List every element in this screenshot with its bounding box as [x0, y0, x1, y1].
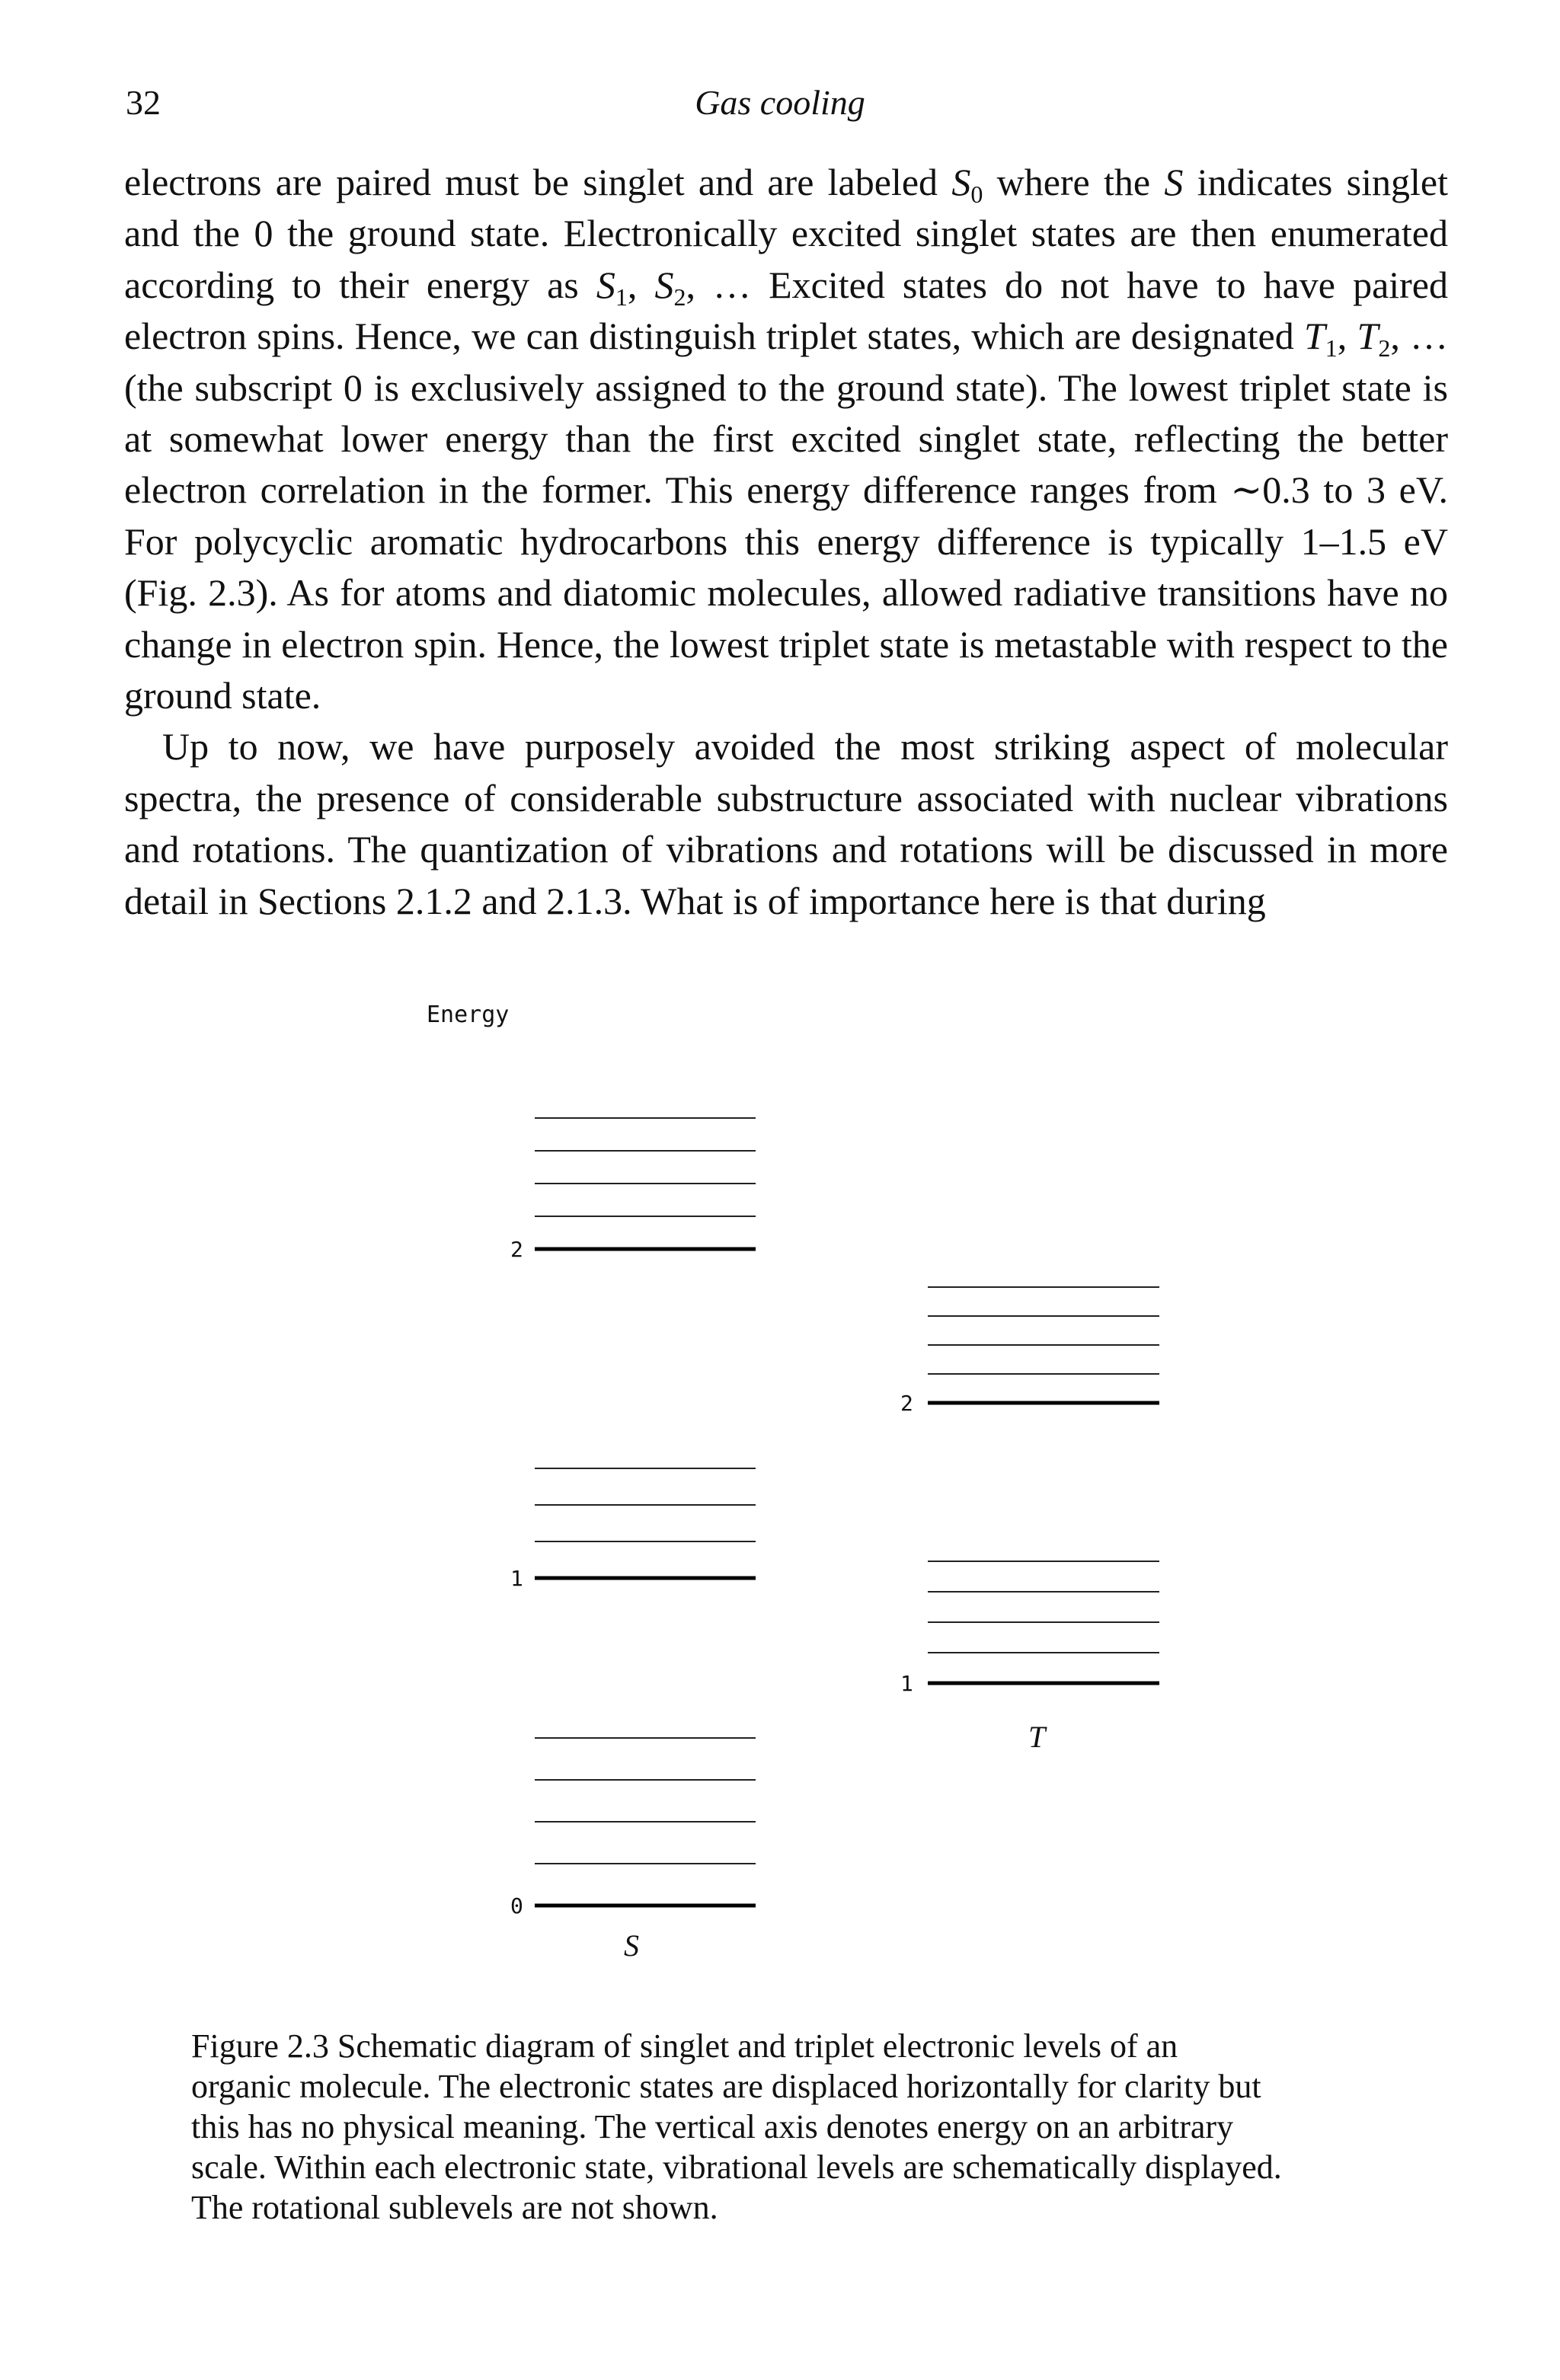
- text-run: , … (the subscript 0 is exclusively assigned to the ground state). The lowest triplet state is at somewhat lower energy than the first excited singlet state, reflecting the better electron correlation in the former. This energy difference ranges from ∼0.3 to 3 eV. For polycyclic aromatic hydrocarbons this energy difference is typically 1–1.5 eV (Fig. 2.3). As for atoms and diatomic molecules, allowed radiative transitions have no change in electron spin. Hence, the lowest triplet state is metastable with respect to the ground state.: [124, 315, 1449, 717]
- symbol-S: S: [951, 161, 971, 203]
- singlet-state-label: 2: [510, 1237, 523, 1262]
- text-run: where the: [983, 161, 1165, 203]
- paragraph-2: Up to now, we have purposely avoided the most striking aspect of molecular spectra, the presence of considerable substructure associated with nuclear vibrations and rotations. The quantization of vibrations and rotations will be discussed in more detail in Sections 2.1.2 and 2.1.3. What is of importance here is that during: [124, 725, 1448, 922]
- singlet-levels: [510, 1118, 756, 1918]
- text-run: ,: [627, 263, 655, 306]
- caption-line: The rotational sublevels are not shown.: [191, 2189, 718, 2226]
- triplet-levels: [900, 1287, 1159, 1696]
- subscript: 1: [615, 283, 628, 311]
- body-text: [124, 157, 1448, 927]
- triplet-state-label: 2: [900, 1391, 913, 1416]
- symbol-T: T: [1357, 315, 1379, 358]
- text-run: indicates singlet and the 0 the ground state. Electronically excited singlet states are then enumerated according to their energy as: [124, 161, 1448, 306]
- text-run: , … Excited states do not have to have paired electron spins. Hence, we can distinguish triplet states, which are designated: [124, 263, 1449, 358]
- singlet-label: S: [624, 1928, 639, 1963]
- running-head: Gas cooling: [695, 83, 865, 122]
- singlet-state-label: 0: [510, 1893, 523, 1918]
- paragraph-1: [124, 157, 1448, 721]
- subscript: 2: [673, 283, 686, 311]
- subscript: 0: [970, 180, 983, 208]
- caption-line: organic molecule. The electronic states are displaced horizontally for clarity but: [191, 2068, 1261, 2105]
- energy-axis-label: Energy: [427, 1002, 510, 1028]
- triplet-label: T: [1028, 1720, 1046, 1754]
- subscript: 1: [1325, 334, 1338, 363]
- text-run: electrons are paired must be singlet and are labeled: [124, 161, 952, 203]
- symbol-S: S: [654, 263, 674, 306]
- caption-line: scale. Within each electronic state, vibrational levels are schematically displayed.: [191, 2148, 1282, 2186]
- caption-line: Figure 2.3 Schematic diagram of singlet and triplet electronic levels of an: [191, 2027, 1178, 2065]
- energy-level-diagram: [0, 982, 1560, 1988]
- figure-caption: [191, 2026, 1381, 2228]
- symbol-S: S: [1164, 161, 1184, 203]
- diagram-svg: [0, 982, 1560, 1988]
- singlet-state-label: 1: [510, 1566, 523, 1591]
- page-number: 32: [126, 83, 161, 122]
- subscript: 2: [1378, 334, 1391, 363]
- triplet-state-label: 1: [900, 1671, 913, 1696]
- text-run: ,: [1337, 315, 1357, 358]
- symbol-T: T: [1303, 315, 1325, 358]
- caption-line: this has no physical meaning. The vertical axis denotes energy on an arbitrary: [191, 2108, 1234, 2145]
- symbol-S: S: [596, 263, 615, 306]
